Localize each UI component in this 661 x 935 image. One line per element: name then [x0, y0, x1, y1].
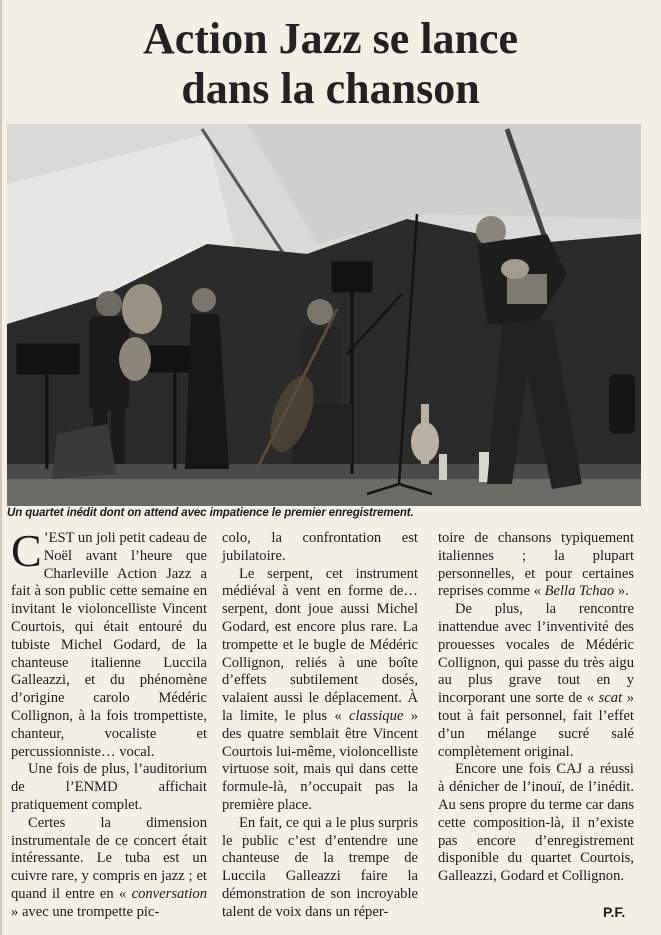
page-edge [0, 0, 2, 935]
paragraph [438, 530, 634, 601]
author-signature: P.F. [603, 904, 626, 920]
emphasis-text: classique [349, 707, 404, 724]
emphasis-text: scat [598, 690, 623, 707]
paragraph [222, 566, 418, 815]
paragraph-text: » avec une trompette pic- [11, 903, 160, 920]
headline-line-1: Action Jazz se lance [142, 14, 519, 63]
paragraph-text: ’EST un joli petit cadeau de Noël avant l’heure que Charleville Action Jazz a fait à son public cette semaine en invitant le violoncelliste Vincent Courtois, qui était entouré du tubiste Michel Godard, de la chanteuse italienne Luccila Galleazzi, et du phénomène d’origine carolo Médéric Collignon, à la fois trompettiste, chanteur, vocaliste et percussionniste… vocal. [11, 530, 207, 760]
paragraph-text: Certes la dimension instrumentale de ce concert était intéressante. Le tuba est un cuivre rare, y compris en jazz ; et quand il entre en « [11, 814, 207, 902]
photo-caption: Un quartet inédit dont on attend avec impatience le premier enregistrement. [7, 507, 414, 519]
paragraph-text: » tout à fait personnel, fait l’effet d’un mélange sucré salé complètement original. [438, 690, 634, 760]
paragraph: Une fois de plus, l’auditorium de l’ENMD affichait pratiquement complet. [11, 761, 207, 813]
paragraph [11, 525, 207, 761]
paragraph-text: Le serpent, cet instrument médiéval à vent en forme de… serpent, dont joue aussi Michel Godard, est encore plus rare. La trompette et le bugle de Médéric Collignon, reliés à une boîte d’effets subtilement dosés, valaient aussi le déplacement. À la limite, le plus « [222, 565, 418, 724]
drop-cap: C [11, 525, 42, 576]
headline-line-2: dans la chanson [181, 64, 480, 113]
paragraph-text: De plus, la rencontre inattendue avec l’inventivité des prouesses vocales de Médéric Collignon, qui passe du très aigu au plus grave tout en y incorporant une sorte de « [438, 601, 634, 707]
emphasis-text: Bella Tchao [544, 583, 615, 600]
concert-photo [7, 124, 641, 506]
paragraph-text: ». [614, 583, 629, 600]
article-column-3 [438, 530, 634, 886]
emphasis-text: conversation [131, 885, 207, 902]
paragraph [438, 601, 634, 761]
article-headline [0, 14, 661, 114]
concert-photo-illustration [7, 124, 641, 506]
paragraph-text: » des quatre semblait être Vincent Courtois lui-même, violoncelliste virtuose soit, mais qui dans cette formule-là, n’occupait pas la première place. [222, 707, 418, 813]
paragraph [11, 815, 207, 922]
paragraph: En fait, ce qui a le plus surpris le public c’est d’entendre une chanteuse de la trempe de Luccila Galleazzi faire la démonstration de son incroyable talent de voix dans un réper- [222, 814, 418, 920]
paragraph: Encore une fois CAJ a réussi à dénicher de l’inouï, de l’inédit. Au sens propre du terme car dans cette composition-là, il n’existe pas encore d’enregistrement disponible du quartet Courtois, Galleazzi, Godard et Collignon. [438, 761, 634, 885]
paragraph-text: toire de chansons typiquement italiennes ; la plupart personnelles, et pour certaines reprises comme « [438, 530, 634, 600]
article-column-1 [11, 525, 207, 922]
article-column-2 [222, 530, 418, 922]
paragraph: colo, la confrontation est jubilatoire. [222, 530, 418, 564]
